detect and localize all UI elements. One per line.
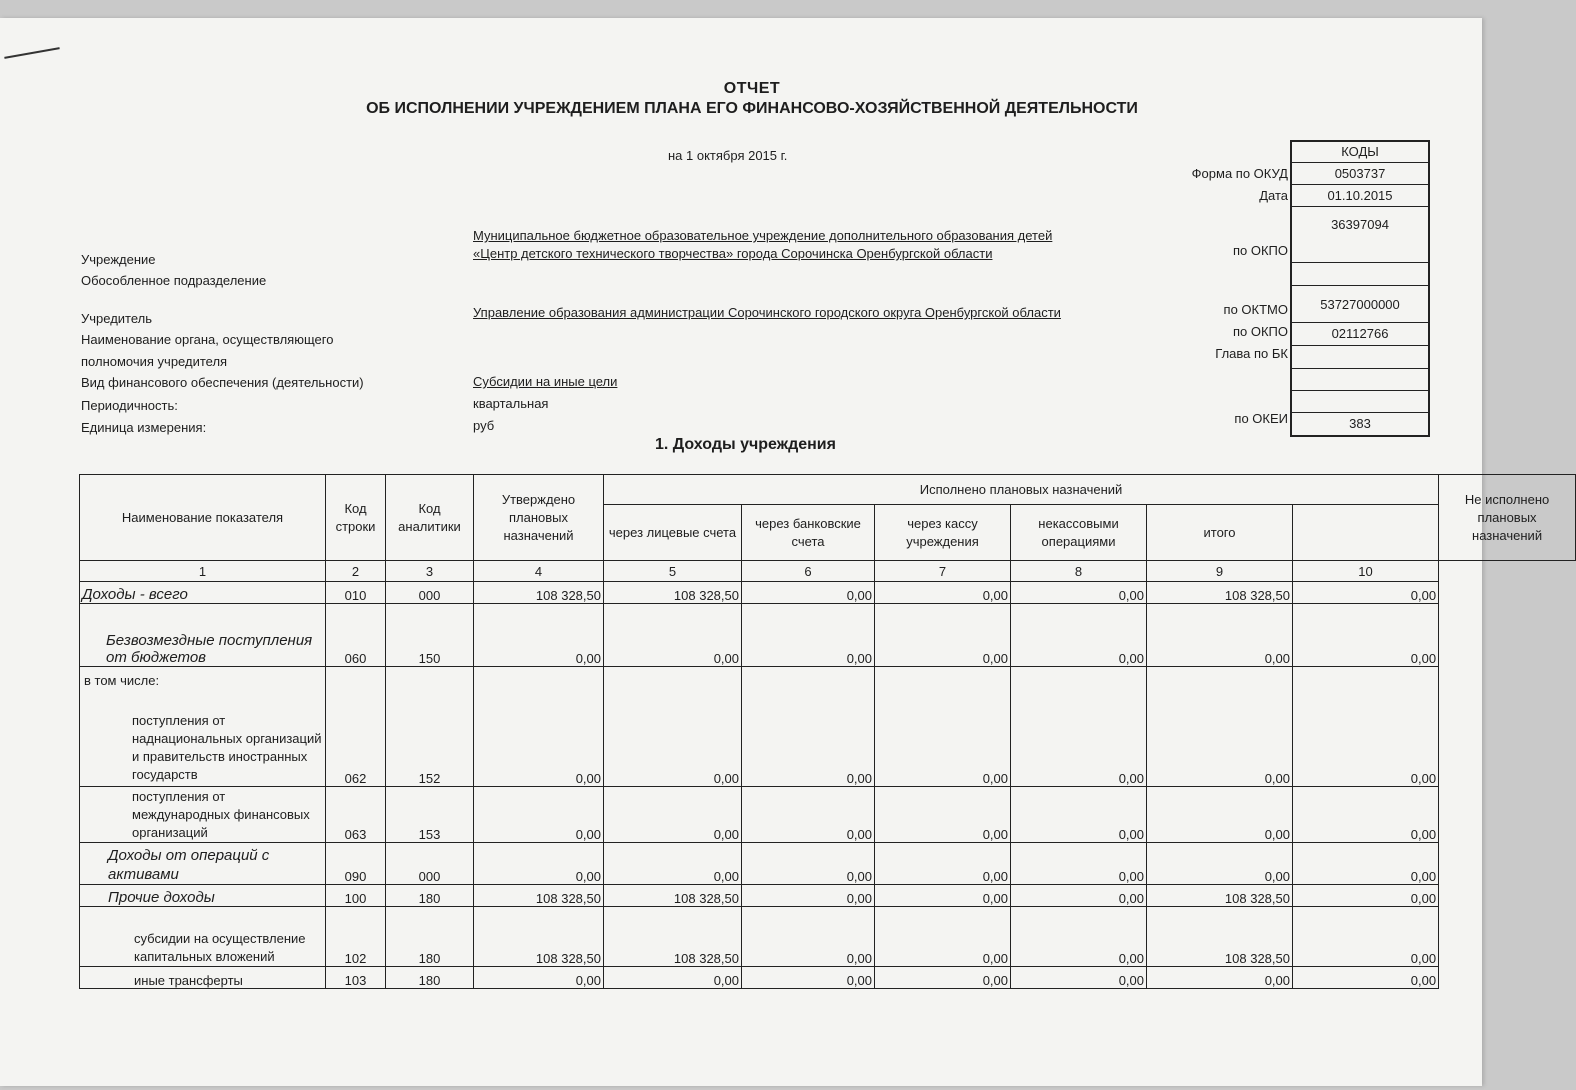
cell-approved: 108 328,50 [474, 885, 604, 907]
cell-approved: 108 328,50 [474, 907, 604, 967]
row-code: 063 [326, 787, 386, 843]
cell-total: 108 328,50 [1147, 885, 1293, 907]
header-code: Код строки [326, 475, 386, 561]
cell-not-executed: 0,00 [1293, 843, 1439, 885]
row-analytic: 180 [386, 885, 474, 907]
cell-via-bank: 0,00 [742, 843, 875, 885]
report-date: на 1 октября 2015 г. [668, 148, 788, 163]
cell-approved: 108 328,50 [474, 582, 604, 604]
cell-total: 0,00 [1147, 787, 1293, 843]
code-okud: 0503737 [1334, 166, 1386, 181]
value-uchrezhdenie-2: «Центр детского технического творчества» города Сорочинска Оренбургской области [473, 246, 993, 261]
cell-via-cash: 0,00 [875, 787, 1011, 843]
col-index: 2 [326, 561, 386, 582]
cell-via-bank: 0,00 [742, 667, 875, 787]
income-table [79, 474, 1576, 989]
table-row [80, 667, 1576, 787]
row-analytic: 000 [386, 843, 474, 885]
cell-via-bank: 0,00 [742, 582, 875, 604]
cell-not-executed: 0,00 [1293, 787, 1439, 843]
value-uchrezhdenie-1: Муниципальное бюджетное образовательное учреждение дополнительного образования детей [473, 228, 1053, 243]
row-name: Безвозмездные поступления от бюджетов [80, 604, 326, 667]
row-analytic: 150 [386, 604, 474, 667]
row-analytic: 180 [386, 967, 474, 989]
header-name: Наименование показателя [80, 475, 326, 561]
cell-total: 0,00 [1147, 667, 1293, 787]
header-via-cash: через кассу учреждения [875, 505, 1011, 561]
label-organ-2: полномочия учредителя [81, 354, 228, 369]
row-analytic: 152 [386, 667, 474, 787]
label-organ-1: Наименование органа, осуществляющего [81, 332, 334, 347]
cell-via-cash: 0,00 [875, 667, 1011, 787]
cell-via-cash: 0,00 [875, 843, 1011, 885]
cell-via-accounts: 0,00 [604, 604, 742, 667]
col-index: 3 [386, 561, 474, 582]
value-unit: руб [473, 418, 495, 433]
cell-via-cash: 0,00 [875, 967, 1011, 989]
value-period: квартальная [473, 396, 549, 411]
table-row [80, 967, 1576, 989]
col-index: 10 [1293, 561, 1439, 582]
row-code: 103 [326, 967, 386, 989]
code-oktmo: 53727000000 [1292, 285, 1428, 322]
cell-approved: 0,00 [474, 843, 604, 885]
cell-noncash: 0,00 [1011, 885, 1147, 907]
cell-total: 108 328,50 [1147, 907, 1293, 967]
cell-total: 0,00 [1147, 604, 1293, 667]
code-glava-bk [1292, 345, 1428, 368]
cell-total: 0,00 [1147, 967, 1293, 989]
cell-total: 0,00 [1147, 843, 1293, 885]
cell-approved: 0,00 [474, 604, 604, 667]
table-row [80, 907, 1576, 967]
cell-approved: 0,00 [474, 787, 604, 843]
header-analytic: Код аналитики [386, 475, 474, 561]
code-date: 01.10.2015 [1292, 184, 1428, 206]
col-index: 4 [474, 561, 604, 582]
cell-via-accounts: 0,00 [604, 967, 742, 989]
codes-header: КОДЫ [1292, 142, 1428, 163]
section-title: 1. Доходы учреждения [655, 436, 836, 453]
col-index: 8 [1011, 561, 1147, 582]
cell-noncash: 0,00 [1011, 907, 1147, 967]
cell-noncash: 0,00 [1011, 582, 1147, 604]
cell-via-accounts: 108 328,50 [604, 582, 742, 604]
label-uchreditel: Учредитель [81, 311, 153, 326]
label-okud: Форма по ОКУД [1191, 166, 1288, 181]
cell-not-executed: 0,00 [1293, 604, 1439, 667]
report-title: ОТЧЕТ [723, 80, 781, 97]
label-okpo: по ОКПО [1232, 243, 1288, 258]
code-okpo-2: 02112766 [1292, 322, 1428, 345]
cell-via-accounts: 108 328,50 [604, 907, 742, 967]
table-row [80, 885, 1576, 907]
cell-via-cash: 0,00 [875, 907, 1011, 967]
row-name: иные трансферты [80, 967, 326, 989]
row-code: 062 [326, 667, 386, 787]
cell-not-executed: 0,00 [1293, 885, 1439, 907]
col-index: 6 [742, 561, 875, 582]
cell-noncash: 0,00 [1011, 667, 1147, 787]
cell-not-executed: 0,00 [1293, 582, 1439, 604]
row-name-062: поступления от наднациональных организаций и правительств иностранных государств [132, 713, 322, 782]
cell-via-bank: 0,00 [742, 907, 875, 967]
table-row [80, 604, 1576, 667]
header-not-executed: Не исполнено плановых назначений [1439, 475, 1576, 561]
cell-via-bank: 0,00 [742, 787, 875, 843]
header-via-bank: через банковские счета [742, 505, 875, 561]
value-vid: Субсидии на иные цели [473, 374, 618, 389]
header-executed-group: Исполнено плановых назначений [604, 475, 1439, 505]
cell-via-cash: 0,00 [875, 604, 1011, 667]
row-code: 090 [326, 843, 386, 885]
cell-via-accounts: 108 328,50 [604, 885, 742, 907]
cell-noncash: 0,00 [1011, 967, 1147, 989]
label-glava-bk: Глава по БК [1215, 346, 1288, 361]
code-okpo: 36397094 [1292, 206, 1428, 262]
row-name: Доходы от операций с активами [80, 843, 326, 885]
label-okei: по ОКЕИ [1234, 411, 1288, 426]
label-podrazdelenie: Обособленное подразделение [81, 273, 267, 288]
code-empty-3 [1292, 390, 1428, 412]
label-period: Периодичность: [81, 398, 178, 413]
table-row [80, 582, 1576, 604]
row-name: Прочие доходы [80, 885, 326, 907]
col-index: 1 [80, 561, 326, 582]
row-code: 060 [326, 604, 386, 667]
cell-via-accounts: 0,00 [604, 843, 742, 885]
label-okpo-2: по ОКПО [1232, 324, 1288, 339]
header-noncash: некассовыми операциями [1011, 505, 1147, 561]
value-uchreditel: Управление образования администрации Сорочинского городского округа Оренбургской области [473, 305, 1061, 320]
cell-via-cash: 0,00 [875, 885, 1011, 907]
row-name [80, 667, 326, 787]
codes-box [1290, 140, 1430, 437]
label-uchrezhdenie: Учреждение [81, 252, 156, 267]
cell-not-executed: 0,00 [1293, 967, 1439, 989]
cell-via-accounts: 0,00 [604, 787, 742, 843]
label-oktmo: по ОКТМО [1223, 302, 1288, 317]
cell-noncash: 0,00 [1011, 604, 1147, 667]
row-name: Доходы - всего [80, 582, 326, 604]
code-empty-1 [1292, 262, 1428, 285]
cell-via-cash: 0,00 [875, 582, 1011, 604]
cell-approved: 0,00 [474, 667, 604, 787]
code-okei: 383 [1292, 412, 1428, 435]
cell-via-accounts: 0,00 [604, 667, 742, 787]
cell-via-bank: 0,00 [742, 604, 875, 667]
row-analytic: 153 [386, 787, 474, 843]
column-index-row [80, 561, 1576, 582]
row-name: субсидии на осуществление капитальных вложений [80, 907, 326, 967]
col-index: 7 [875, 561, 1011, 582]
row-name: поступления от международных финансовых организаций [80, 787, 326, 843]
row-analytic: 180 [386, 907, 474, 967]
cell-via-bank: 0,00 [742, 967, 875, 989]
code-empty-2 [1292, 368, 1428, 390]
label-date: Дата [1259, 188, 1288, 203]
row-analytic: 000 [386, 582, 474, 604]
row-subheading: в том числе: [84, 673, 160, 688]
cell-approved: 0,00 [474, 967, 604, 989]
label-vid: Вид финансового обеспечения (деятельности) [81, 375, 364, 390]
cell-not-executed: 0,00 [1293, 907, 1439, 967]
header-via-accounts: через лицевые счета [604, 505, 742, 561]
cell-via-bank: 0,00 [742, 885, 875, 907]
label-unit: Единица измерения: [81, 420, 207, 435]
col-index: 9 [1147, 561, 1293, 582]
cell-noncash: 0,00 [1011, 787, 1147, 843]
cell-noncash: 0,00 [1011, 843, 1147, 885]
col-index: 5 [604, 561, 742, 582]
row-code: 100 [326, 885, 386, 907]
row-code: 010 [326, 582, 386, 604]
report-subtitle: ОБ ИСПОЛНЕНИИ УЧРЕЖДЕНИЕМ ПЛАНА ЕГО ФИНАНСОВО-ХОЗЯЙСТВЕННОЙ ДЕЯТЕЛЬНОСТИ [366, 100, 1138, 117]
cell-total: 108 328,50 [1147, 582, 1293, 604]
row-code: 102 [326, 907, 386, 967]
header-approved: Утверждено плановых назначений [474, 475, 604, 561]
table-row [80, 787, 1576, 843]
header-total: итого [1147, 505, 1293, 561]
cell-not-executed: 0,00 [1293, 667, 1439, 787]
table-row [80, 843, 1576, 885]
